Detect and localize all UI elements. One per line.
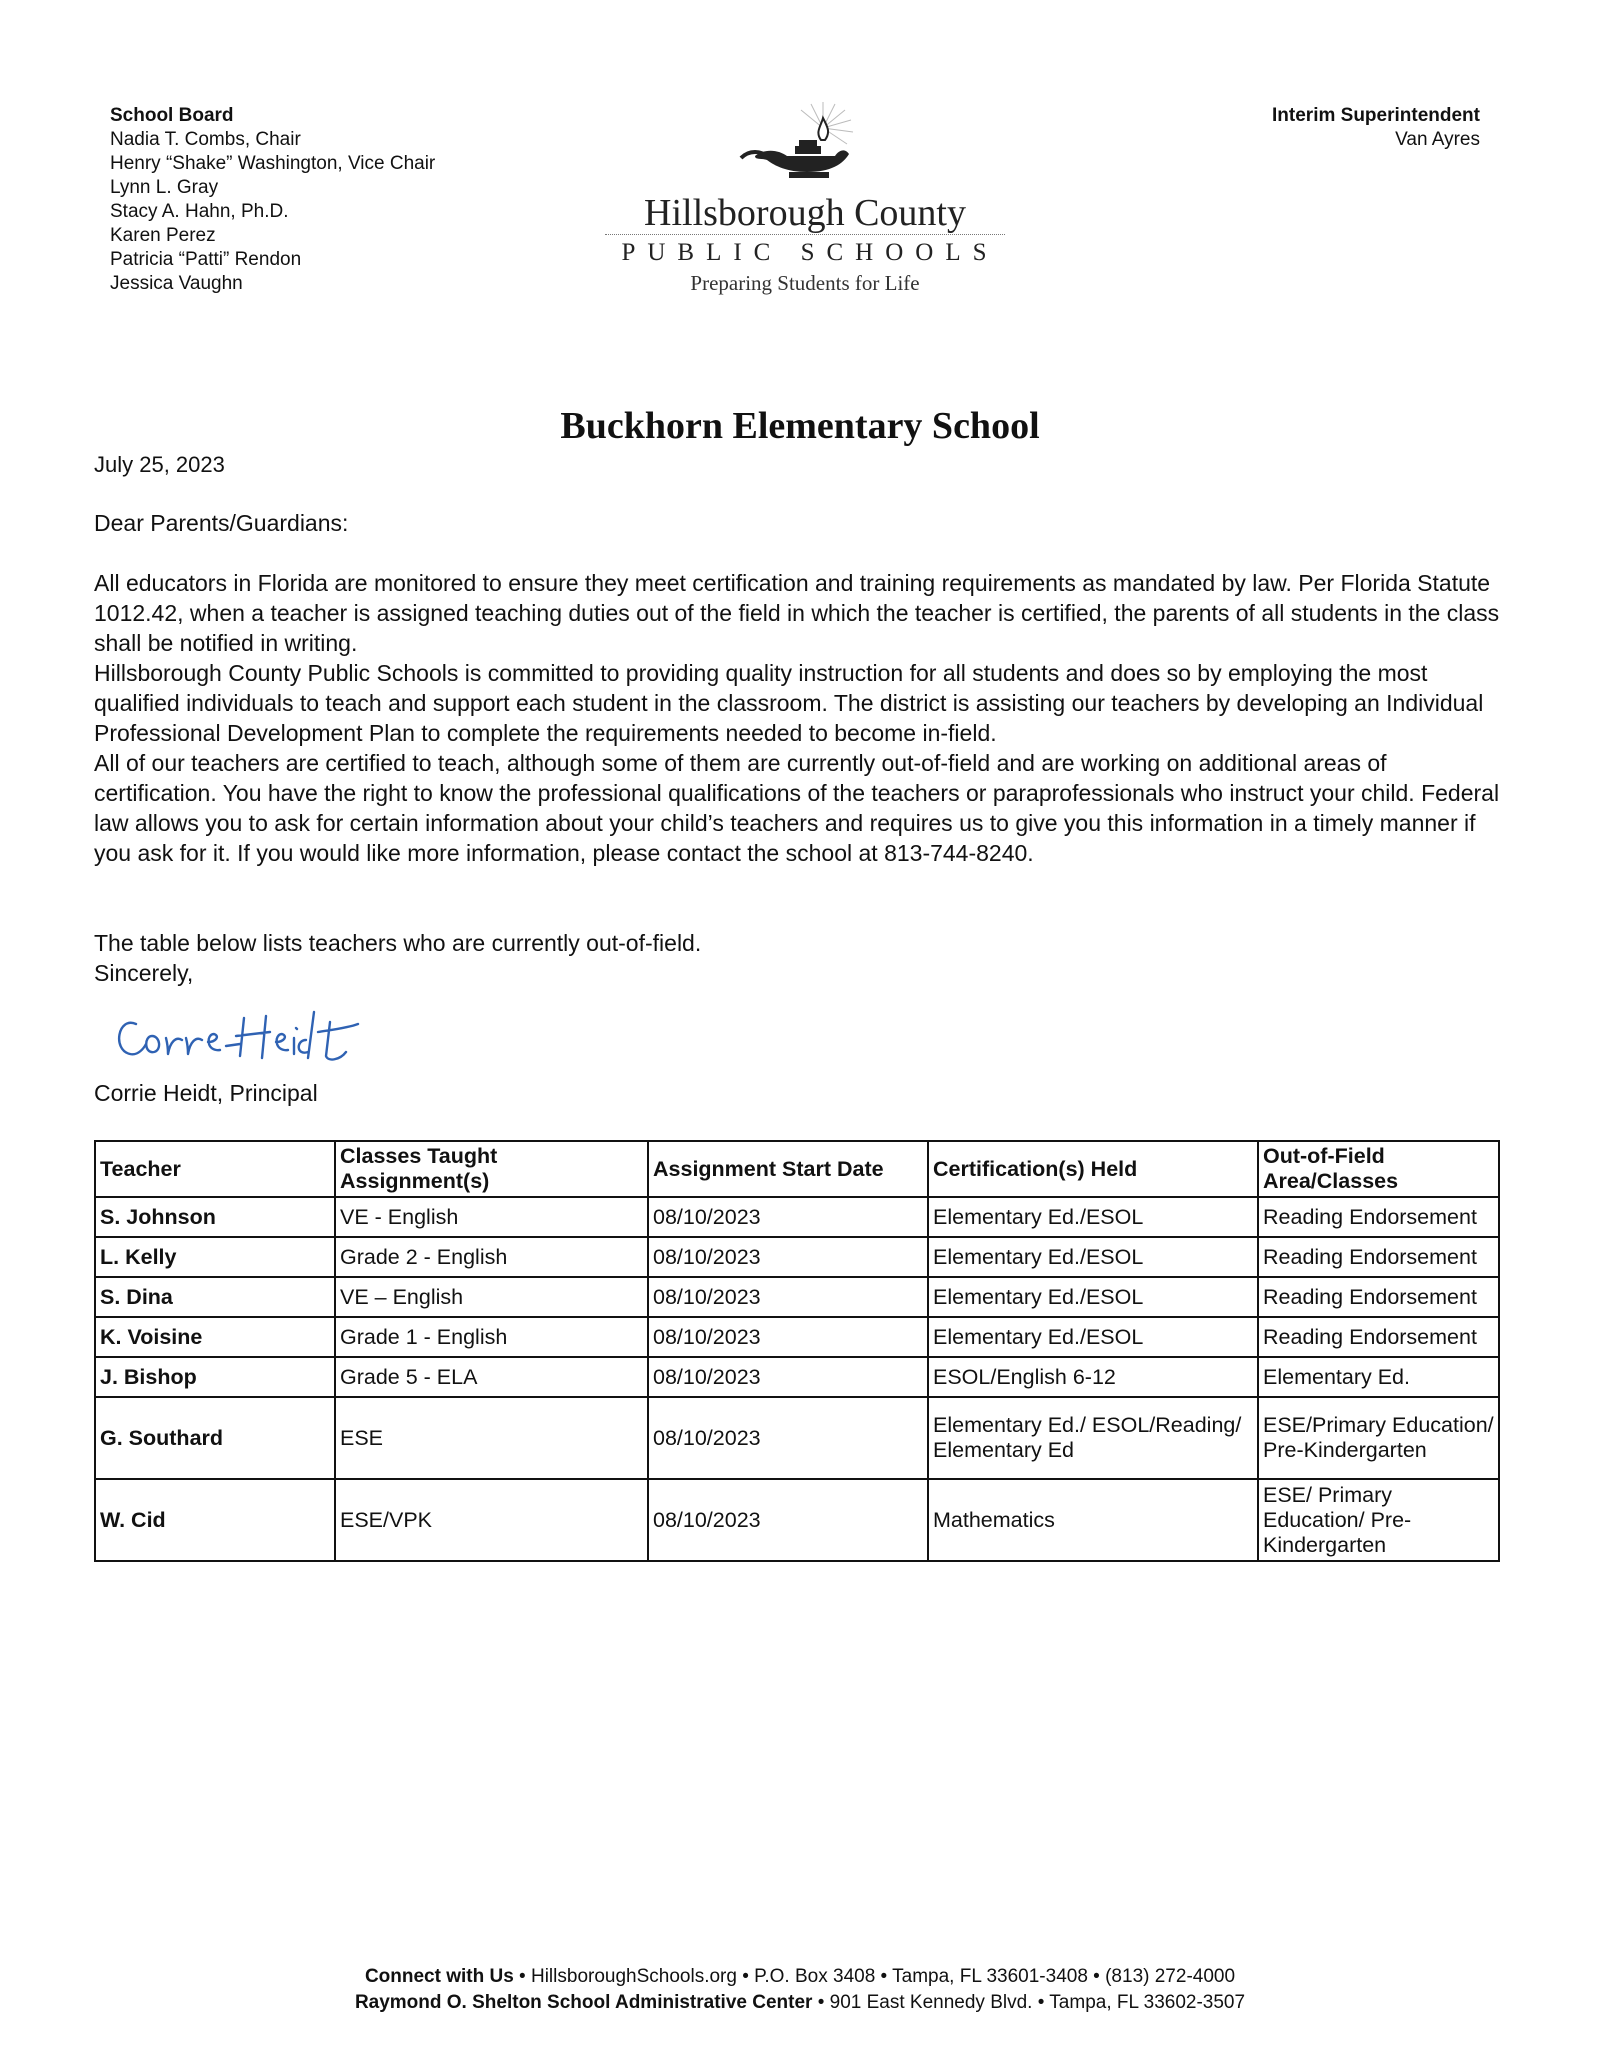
- cell-out-of-field: ESE/Primary Education/ Pre-Kindergarten: [1258, 1397, 1499, 1479]
- table-row: [95, 1357, 1499, 1397]
- table-row: [95, 1197, 1499, 1237]
- sincerely: Sincerely,: [94, 960, 194, 986]
- header-out-of-field: Out-of-Field Area/Classes: [1258, 1141, 1499, 1197]
- cell-classes: Grade 2 - English: [335, 1237, 648, 1277]
- footer-address-details: • 901 East Kennedy Blvd. • Tampa, FL 33602-3507: [812, 1992, 1246, 2013]
- district-name: Hillsborough County: [644, 192, 966, 234]
- cell-classes: Grade 1 - English: [335, 1317, 648, 1357]
- body-paragraph: All educators in Florida are monitored to ensure they meet certification and training requirements as mandated by law. Per Florida Statute 1012.42, when a teacher is assigned teaching duties out of the field in which the teacher is certified, the parents of all students in the class shall be notified in writing.: [94, 570, 1500, 656]
- cell-classes: VE – English: [335, 1277, 648, 1317]
- footer-contact-line: [0, 1964, 1600, 1990]
- cell-teacher: S. Johnson: [95, 1197, 335, 1237]
- cell-certifications: Mathematics: [928, 1479, 1258, 1561]
- cell-classes: VE - English: [335, 1197, 648, 1237]
- table-row: [95, 1397, 1499, 1479]
- cell-teacher: S. Dina: [95, 1277, 335, 1317]
- district-subtitle: PUBLIC SCHOOLS: [621, 239, 999, 266]
- board-member: Patricia “Patti” Rendon: [110, 249, 302, 270]
- district-tagline: Preparing Students for Life: [690, 271, 920, 295]
- superintendent-title: Interim Superintendent: [1272, 105, 1480, 126]
- cell-start-date: 08/10/2023: [648, 1479, 928, 1561]
- superintendent-name: Van Ayres: [1395, 129, 1480, 150]
- cell-teacher: K. Voisine: [95, 1317, 335, 1357]
- cell-out-of-field: ESE/ Primary Education/ Pre-Kindergarten: [1258, 1479, 1499, 1561]
- lamp-of-learning-icon: [735, 98, 875, 190]
- cell-start-date: 08/10/2023: [648, 1317, 928, 1357]
- header-start-date: Assignment Start Date: [648, 1141, 928, 1197]
- board-member: Stacy A. Hahn, Ph.D.: [110, 201, 289, 222]
- signer-name: Corrie Heidt, Principal: [94, 1080, 318, 1106]
- principal-signature: [108, 1002, 398, 1079]
- header-classes: Classes Taught Assignment(s): [335, 1141, 648, 1197]
- cell-out-of-field: Reading Endorsement: [1258, 1197, 1499, 1237]
- body-paragraph: All of our teachers are certified to teach, although some of them are currently out-of-field and are working on additional areas of certification. You have the right to know the professional qualifications of the teachers or paraprofessionals who instruct your child. Federal law allows you to ask for certain information about your child’s teachers and requires us to give you this information in a timely manner if you ask for it. If you would like more information, please contact the school at 813-744-8240.: [94, 750, 1500, 866]
- school-board-heading: School Board: [110, 105, 234, 126]
- table-row: [95, 1277, 1499, 1317]
- school-name: Buckhorn Elementary School: [560, 405, 1040, 447]
- cell-teacher: L. Kelly: [95, 1237, 335, 1277]
- cell-classes: Grade 5 - ELA: [335, 1357, 648, 1397]
- school-board-list: [110, 104, 435, 296]
- cell-classes: ESE: [335, 1397, 648, 1479]
- cell-classes: ESE/VPK: [335, 1479, 648, 1561]
- superintendent-block: [1180, 104, 1480, 152]
- table-intro: The table below lists teachers who are currently out-of-field.: [94, 930, 702, 956]
- board-member: Karen Perez: [110, 225, 216, 246]
- cell-certifications: Elementary Ed./ESOL: [928, 1237, 1258, 1277]
- footer-connect-label: Connect with Us: [364, 1966, 514, 1987]
- cell-teacher: J. Bishop: [95, 1357, 335, 1397]
- cell-start-date: 08/10/2023: [648, 1237, 928, 1277]
- handwritten-signature: [108, 1002, 398, 1074]
- district-logo: [590, 98, 1020, 296]
- logo-divider: [605, 234, 1005, 235]
- footer-address-line: [0, 1990, 1600, 2016]
- letter-greeting: Dear Parents/Guardians:: [94, 510, 349, 536]
- cell-certifications: Elementary Ed./ ESOL/Reading/ Elementary Ed: [928, 1397, 1258, 1479]
- cell-out-of-field: Reading Endorsement: [1258, 1317, 1499, 1357]
- header-certifications: Certification(s) Held: [928, 1141, 1258, 1197]
- header-teacher: Teacher: [95, 1141, 335, 1197]
- footer-contact-details: • HillsboroughSchools.org • P.O. Box 3408 • Tampa, FL 33601-3408 • (813) 272-4000: [513, 1966, 1236, 1987]
- cell-start-date: 08/10/2023: [648, 1397, 928, 1479]
- footer-center-name: Raymond O. Shelton School Administrative Center: [354, 1992, 813, 2013]
- letter-date: July 25, 2023: [94, 452, 225, 477]
- cell-certifications: Elementary Ed./ESOL: [928, 1277, 1258, 1317]
- table-row: [95, 1237, 1499, 1277]
- cell-start-date: 08/10/2023: [648, 1357, 928, 1397]
- body-paragraph: Hillsborough County Public Schools is committed to providing quality instruction for all students and does so by employing the most qualified individuals to teach and support each student in the classroom. The district is assisting our teachers by developing an Individual Professional Development Plan to complete the requirements needed to become in-field.: [94, 660, 1484, 746]
- cell-out-of-field: Elementary Ed.: [1258, 1357, 1499, 1397]
- letter-closing: [94, 928, 701, 988]
- cell-start-date: 08/10/2023: [648, 1277, 928, 1317]
- page-footer: [0, 1964, 1600, 2016]
- cell-certifications: Elementary Ed./ESOL: [928, 1317, 1258, 1357]
- cell-out-of-field: Reading Endorsement: [1258, 1237, 1499, 1277]
- cell-certifications: ESOL/English 6-12: [928, 1357, 1258, 1397]
- board-member: Lynn L. Gray: [110, 177, 219, 198]
- cell-teacher: W. Cid: [95, 1479, 335, 1561]
- out-of-field-table: [94, 1140, 1500, 1562]
- board-member: Jessica Vaughn: [110, 273, 243, 294]
- board-member: Henry “Shake” Washington, Vice Chair: [110, 153, 436, 174]
- letter-body: [94, 568, 1514, 868]
- table-header-row: [95, 1141, 1499, 1197]
- cell-teacher: G. Southard: [95, 1397, 335, 1479]
- cell-start-date: 08/10/2023: [648, 1197, 928, 1237]
- table-row: [95, 1479, 1499, 1561]
- board-member: Nadia T. Combs, Chair: [110, 129, 301, 150]
- cell-certifications: Elementary Ed./ESOL: [928, 1197, 1258, 1237]
- cell-out-of-field: Reading Endorsement: [1258, 1277, 1499, 1317]
- table-row: [95, 1317, 1499, 1357]
